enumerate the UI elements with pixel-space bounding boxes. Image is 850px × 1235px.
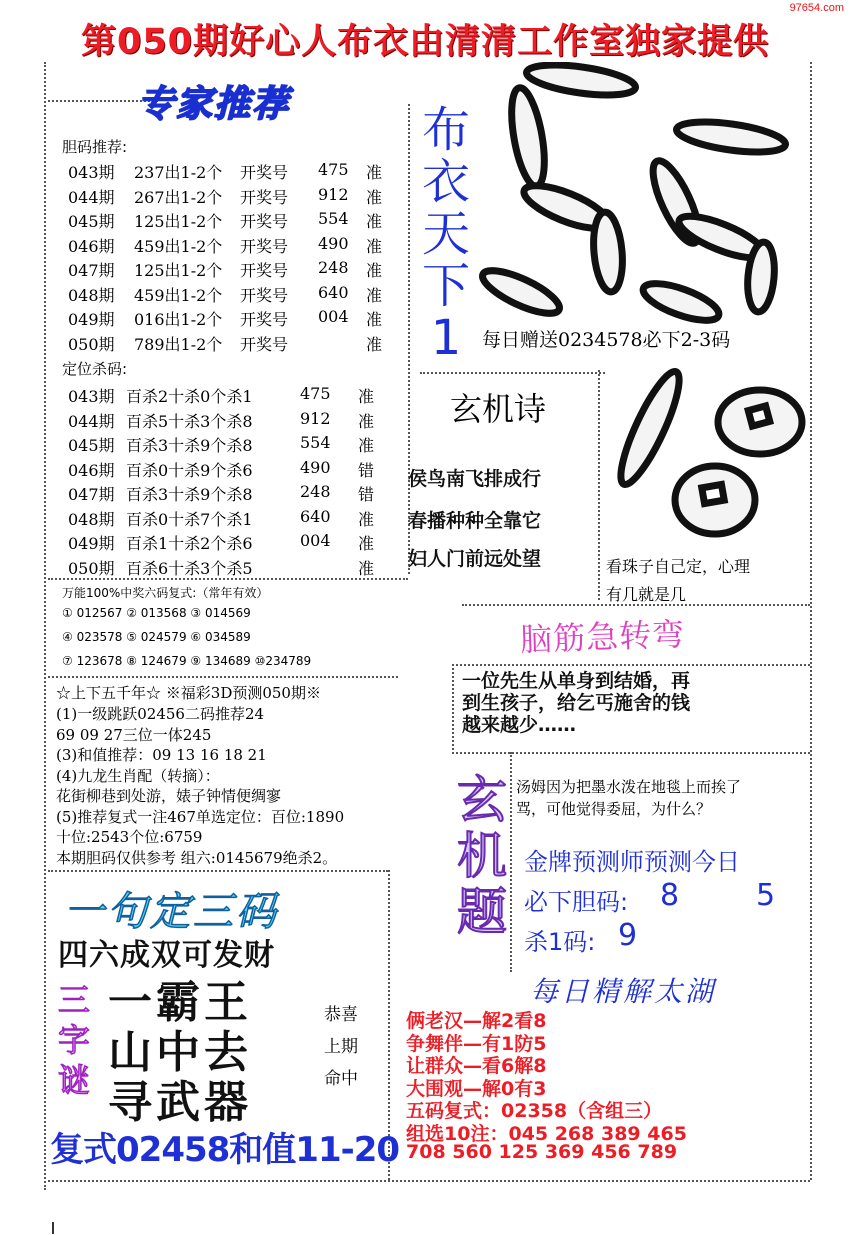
pick: 百杀3十杀9个杀8 bbox=[126, 436, 253, 455]
open-label: 开奖号 bbox=[240, 334, 289, 354]
divider bbox=[408, 104, 410, 574]
budy-title: 布衣天下1 bbox=[421, 102, 470, 366]
open-number: 640 bbox=[300, 506, 331, 526]
divider bbox=[48, 870, 388, 872]
pick: 459出1-2个 bbox=[134, 285, 223, 305]
sanzi-label bbox=[52, 980, 96, 1100]
dan-label: 胆码推荐: bbox=[62, 138, 128, 156]
prediction-line: (1)一级跳跃02456二码推荐24 bbox=[56, 705, 265, 723]
open-label: 开奖号 bbox=[240, 310, 289, 329]
open-number: 248 bbox=[300, 482, 331, 501]
open-label: 开奖号 bbox=[240, 261, 289, 280]
result: 准 bbox=[366, 187, 383, 207]
pick: 459出1-2个 bbox=[134, 236, 223, 256]
result: 准 bbox=[366, 334, 383, 354]
riddle-line: 到生孩子，给乞丐施舍的钱 bbox=[462, 692, 691, 714]
sanzi-char: 字 bbox=[57, 1021, 90, 1059]
must-a: 8 bbox=[660, 878, 680, 913]
kill-one-label: 杀1码: bbox=[524, 928, 596, 956]
must-b: 5 bbox=[756, 878, 776, 913]
taihu-line: 组选10注：045 268 389 465 bbox=[406, 1122, 687, 1145]
must-label: 必下胆码: bbox=[524, 888, 629, 916]
open-number: 554 bbox=[300, 433, 331, 452]
open-number: 475 bbox=[318, 160, 349, 179]
open-label: 开奖号 bbox=[240, 212, 289, 231]
six-line: ① 012567 ② 013568 ③ 014569 bbox=[62, 606, 251, 620]
daily-gift: 每日赠送0234578必下2-3码 bbox=[482, 329, 731, 351]
divider bbox=[420, 372, 605, 374]
open-label: 开奖号 bbox=[240, 285, 289, 305]
issue: 047期 bbox=[68, 261, 115, 280]
issue: 044期 bbox=[68, 187, 115, 207]
question-line: 骂，可他觉得委屈，为什么？ bbox=[516, 800, 712, 818]
divider bbox=[48, 676, 398, 678]
congrats: 恭喜 bbox=[324, 1005, 358, 1025]
six-line: ⑦ 123678 ⑧ 124679 ⑨ 134689 ⑩234789 bbox=[62, 654, 312, 668]
question-line: 汤姆因为把墨水泼在地毯上而挨了 bbox=[516, 778, 742, 796]
pick: 016出1-2个 bbox=[134, 310, 223, 329]
result: 准 bbox=[366, 236, 383, 256]
sanzi-char: 谜 bbox=[57, 1061, 90, 1099]
issue: 049期 bbox=[68, 534, 115, 553]
result: 准 bbox=[358, 411, 375, 431]
taihu-line: 五码复式：02358（含组三） bbox=[406, 1100, 663, 1122]
poem-line: 春播种种全靠它 bbox=[408, 510, 542, 532]
pick: 百杀5十杀3个杀8 bbox=[126, 411, 253, 431]
result: 准 bbox=[366, 212, 383, 231]
open-number: 912 bbox=[300, 408, 331, 428]
issue: 046期 bbox=[68, 236, 115, 256]
sanzi-line: 寻武器 bbox=[108, 1077, 252, 1128]
xuanji-ti-title: 玄机题 bbox=[457, 771, 507, 941]
sanzi-char: 三 bbox=[57, 981, 90, 1019]
open-label: 开奖号 bbox=[240, 187, 289, 207]
poem-note: 有几就是几 bbox=[606, 585, 687, 604]
result: 准 bbox=[366, 285, 383, 305]
divider bbox=[452, 664, 810, 666]
prediction-line: (4)九龙生肖配（转摘）： bbox=[56, 766, 220, 785]
taihu-line: 708 560 125 369 456 789 bbox=[406, 1141, 678, 1163]
prediction-line: 花街柳巷到处游，婊子钟情便绸寥 bbox=[56, 787, 282, 805]
issue: 050期 bbox=[68, 558, 115, 578]
pick: 百杀1十杀2个杀6 bbox=[126, 534, 253, 553]
divider bbox=[48, 1180, 810, 1182]
open-number: 912 bbox=[318, 184, 349, 204]
result: 准 bbox=[366, 310, 383, 329]
result: 准 bbox=[358, 387, 375, 406]
result: 错 bbox=[358, 485, 375, 504]
gold-title: 金牌预测师预测今日 bbox=[524, 848, 740, 876]
poem-line: 侯鸟南飞排成行 bbox=[408, 468, 542, 490]
sanzi-line: 一霸王 bbox=[108, 977, 252, 1028]
pick: 百杀0十杀7个杀1 bbox=[126, 509, 253, 529]
poem-note: 看珠子自己定，心理 bbox=[606, 557, 751, 576]
divider bbox=[598, 370, 600, 600]
pick: 百杀0十杀9个杀6 bbox=[126, 460, 253, 480]
open-number: 004 bbox=[300, 531, 331, 550]
prediction-line: 本期胆码仅供参考 组六:0145679绝杀2。 bbox=[56, 848, 338, 867]
open-number: 490 bbox=[318, 233, 349, 253]
pick: 百杀2十杀0个杀1 bbox=[126, 387, 253, 406]
poem-line: 妇人门前远处望 bbox=[408, 548, 542, 570]
issue: 048期 bbox=[68, 509, 115, 529]
prediction-line: 十位:2543个位:6759 bbox=[56, 828, 203, 846]
pick: 125出1-2个 bbox=[134, 212, 223, 231]
issue: 043期 bbox=[68, 163, 115, 182]
six-line: ④ 023578 ⑤ 024579 ⑥ 034589 bbox=[62, 630, 251, 644]
result: 准 bbox=[358, 436, 375, 455]
congrats: 命中 bbox=[324, 1069, 358, 1089]
open-number: 475 bbox=[300, 384, 331, 403]
issue: 045期 bbox=[68, 212, 115, 231]
prediction-line: (3)和值推荐：09 13 16 18 21 bbox=[56, 746, 267, 764]
frame-right bbox=[810, 62, 812, 1180]
yiju-phrase: 四六成双可发财 bbox=[58, 938, 275, 973]
result: 准 bbox=[366, 163, 383, 182]
issue: 045期 bbox=[68, 436, 115, 455]
divider bbox=[452, 664, 454, 754]
open-number: 554 bbox=[318, 209, 349, 228]
issue: 046期 bbox=[68, 460, 115, 480]
result: 准 bbox=[358, 558, 375, 578]
prediction-line: 69 09 27三位一体245 bbox=[56, 725, 212, 744]
kill-label: 定位杀码: bbox=[62, 360, 128, 378]
result: 错 bbox=[358, 460, 375, 480]
congrats: 上期 bbox=[324, 1037, 358, 1057]
issue: 048期 bbox=[68, 285, 115, 305]
riddle-line: 一位先生从单身到结婚，再 bbox=[462, 670, 691, 692]
scroll-marker bbox=[52, 1222, 54, 1234]
prediction-header: ☆上下五千年☆ ※福彩3D预测050期※ bbox=[56, 684, 321, 702]
pick: 237出1-2个 bbox=[134, 163, 223, 182]
issue: 050期 bbox=[68, 334, 115, 354]
pick: 百杀3十杀9个杀8 bbox=[126, 485, 253, 504]
kill-one-value: 9 bbox=[618, 918, 638, 953]
taihu-line: 争舞伴—有1防5 bbox=[406, 1032, 547, 1055]
open-number: 248 bbox=[318, 258, 349, 277]
issue: 047期 bbox=[68, 485, 115, 504]
expert-header: 专家推荐 bbox=[138, 84, 291, 125]
open-label: 开奖号 bbox=[240, 163, 289, 182]
beads-55-illustration bbox=[476, 62, 810, 324]
open-number: 490 bbox=[300, 457, 331, 477]
poem-title: 玄机诗 bbox=[450, 390, 547, 428]
issue: 043期 bbox=[68, 387, 115, 406]
open-number: 004 bbox=[318, 307, 349, 326]
issue: 049期 bbox=[68, 310, 115, 329]
taihu-line: 让群众—看6解8 bbox=[406, 1055, 547, 1077]
six-title: 万能100%中奖六码复式:（常年有效） bbox=[62, 586, 269, 600]
fushi: 复式02458和值11-20 bbox=[50, 1130, 400, 1170]
sanzi-line: 山中去 bbox=[108, 1027, 252, 1078]
riddle-line: 越来越少…… bbox=[462, 714, 577, 736]
pick: 百杀6十杀3个杀5 bbox=[126, 558, 253, 578]
page-title: 第050期好心人布衣由清清工作室独家提供 bbox=[80, 22, 770, 62]
result: 准 bbox=[358, 509, 375, 529]
taihu-line: 大围观—解0有3 bbox=[406, 1077, 547, 1100]
riddle-title: 脑筋急转弯 bbox=[519, 615, 686, 659]
coins-illustration bbox=[605, 360, 810, 550]
prediction-line: (5)推荐复式一注467单选定位：百位:1890 bbox=[56, 807, 345, 826]
open-label: 开奖号 bbox=[240, 236, 289, 256]
taihu-line: 俩老汉—解2看8 bbox=[406, 1010, 547, 1032]
pick: 125出1-2个 bbox=[134, 261, 223, 280]
taihu-title: 每日精解太湖 bbox=[530, 975, 717, 1008]
result: 准 bbox=[366, 261, 383, 280]
yiju-title: 一句定三码 bbox=[64, 889, 279, 935]
frame-left bbox=[44, 62, 46, 1190]
watermark: 97654.com bbox=[789, 2, 844, 14]
issue: 044期 bbox=[68, 411, 115, 431]
pick: 789出1-2个 bbox=[134, 334, 223, 354]
open-number: 640 bbox=[318, 282, 349, 302]
divider bbox=[452, 752, 810, 754]
result: 准 bbox=[358, 534, 375, 553]
pick: 267出1-2个 bbox=[134, 187, 223, 207]
